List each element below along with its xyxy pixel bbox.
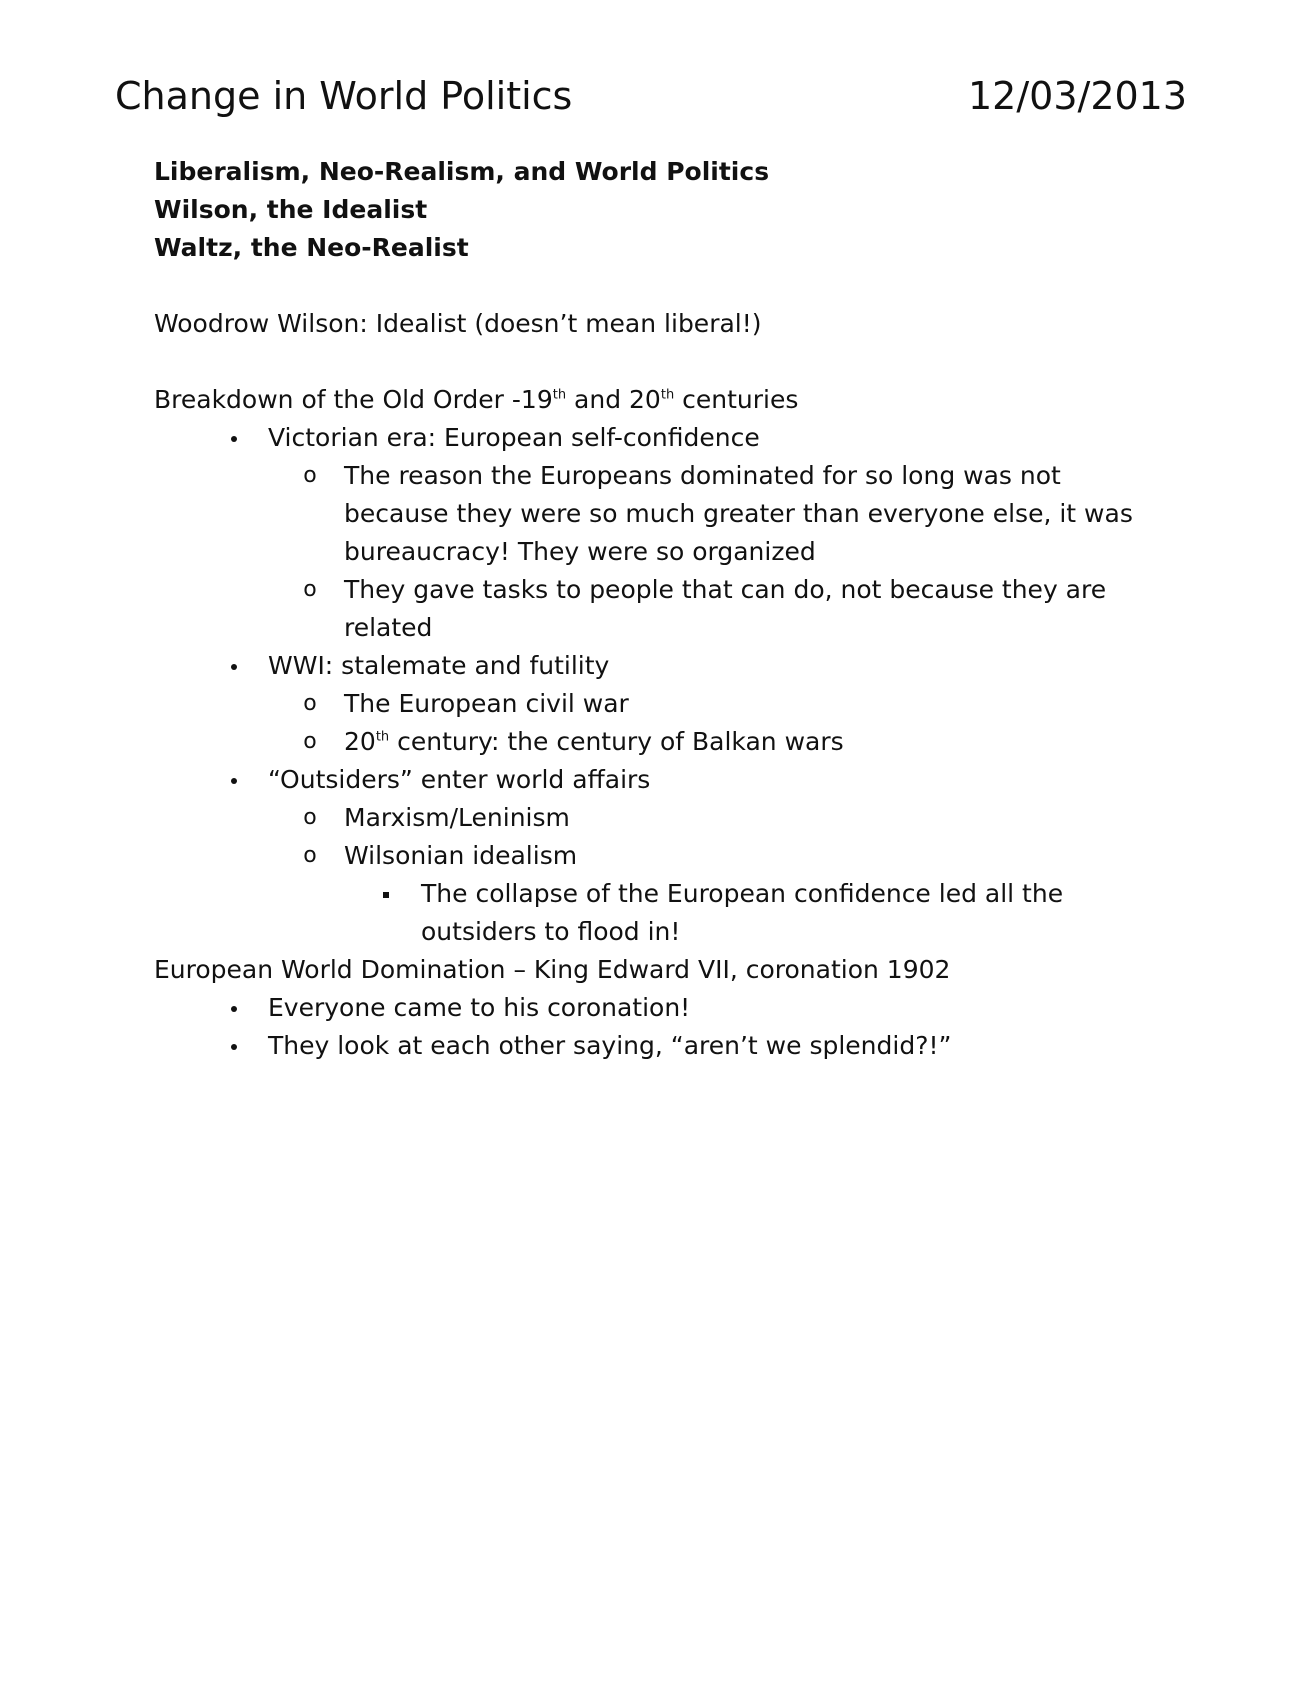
list-item <box>154 875 1154 951</box>
list-item-text: They gave tasks to people that can do, not because they are related <box>344 575 1107 642</box>
ordinal-suffix: th <box>552 387 567 403</box>
list-item-text-part: century: the century of Balkan wars <box>389 727 844 756</box>
breakdown-heading-text: Breakdown of the Old Order -19 <box>154 385 553 414</box>
breakdown-heading-text: and 20 <box>566 385 661 414</box>
ordinal-suffix: th <box>375 729 390 745</box>
square-bullet-icon <box>376 875 396 913</box>
list-item-text: Victorian era: European self-confidence <box>268 423 760 452</box>
list-item-text: WWI: stalemate and futility <box>268 651 610 680</box>
subheading: Waltz, the Neo-Realist <box>154 233 469 262</box>
bullet-icon <box>224 419 244 457</box>
list-item-text: Marxism/Leninism <box>344 803 570 832</box>
list-item-text: Everyone came to his coronation! <box>268 993 691 1022</box>
list-item-text: The collapse of the European confidence led all the outsiders to flood in! <box>421 879 1064 946</box>
list-item-text: Wilsonian idealism <box>344 841 578 870</box>
list-item <box>154 1027 1154 1065</box>
list-item <box>154 799 1154 837</box>
ordinal-suffix: th <box>660 387 675 403</box>
list-item-text: The reason the Europeans dominated for so long was not because they were so much greater than everyone else, it was bureaucracy! They were so organized <box>344 461 1133 566</box>
document-title: Change in World Politics <box>115 74 573 118</box>
list-item-text: “Outsiders” enter world affairs <box>268 765 651 794</box>
list-item-text: The European civil war <box>344 689 629 718</box>
subheading: Wilson, the Idealist <box>154 195 428 224</box>
subheading: Liberalism, Neo-Realism, and World Politics <box>154 157 770 186</box>
bullet-icon <box>224 989 244 1027</box>
circle-bullet-icon: o <box>303 843 317 868</box>
list-item <box>154 989 1154 1027</box>
breakdown-heading <box>154 381 1154 419</box>
intro-line: Woodrow Wilson: Idealist (doesn’t mean liberal!) <box>154 309 762 338</box>
list-item <box>154 571 1154 647</box>
document-date: 12/03/2013 <box>968 74 1188 118</box>
list-item <box>154 685 1154 723</box>
list-item <box>154 457 1154 571</box>
circle-bullet-icon: o <box>303 729 317 754</box>
list-item <box>154 723 1154 761</box>
circle-bullet-icon: o <box>303 691 317 716</box>
domination-heading: European World Domination – King Edward VII, coronation 1902 <box>154 955 951 984</box>
bullet-icon <box>224 1027 244 1065</box>
circle-bullet-icon: o <box>303 805 317 830</box>
subheading-block <box>154 153 1154 267</box>
bullet-icon <box>224 761 244 799</box>
list-item <box>154 419 1154 457</box>
circle-bullet-icon: o <box>303 463 317 488</box>
list-item <box>154 837 1154 875</box>
list-item-text: They look at each other saying, “aren’t we splendid?!” <box>268 1031 952 1060</box>
breakdown-heading-text: centuries <box>674 385 799 414</box>
notes-body <box>154 153 1154 1065</box>
list-item <box>154 647 1154 685</box>
list-item-text-part: 20 <box>344 727 376 756</box>
list-item-text <box>344 727 844 756</box>
list-item <box>154 761 1154 799</box>
circle-bullet-icon: o <box>303 577 317 602</box>
bullet-icon <box>224 647 244 685</box>
